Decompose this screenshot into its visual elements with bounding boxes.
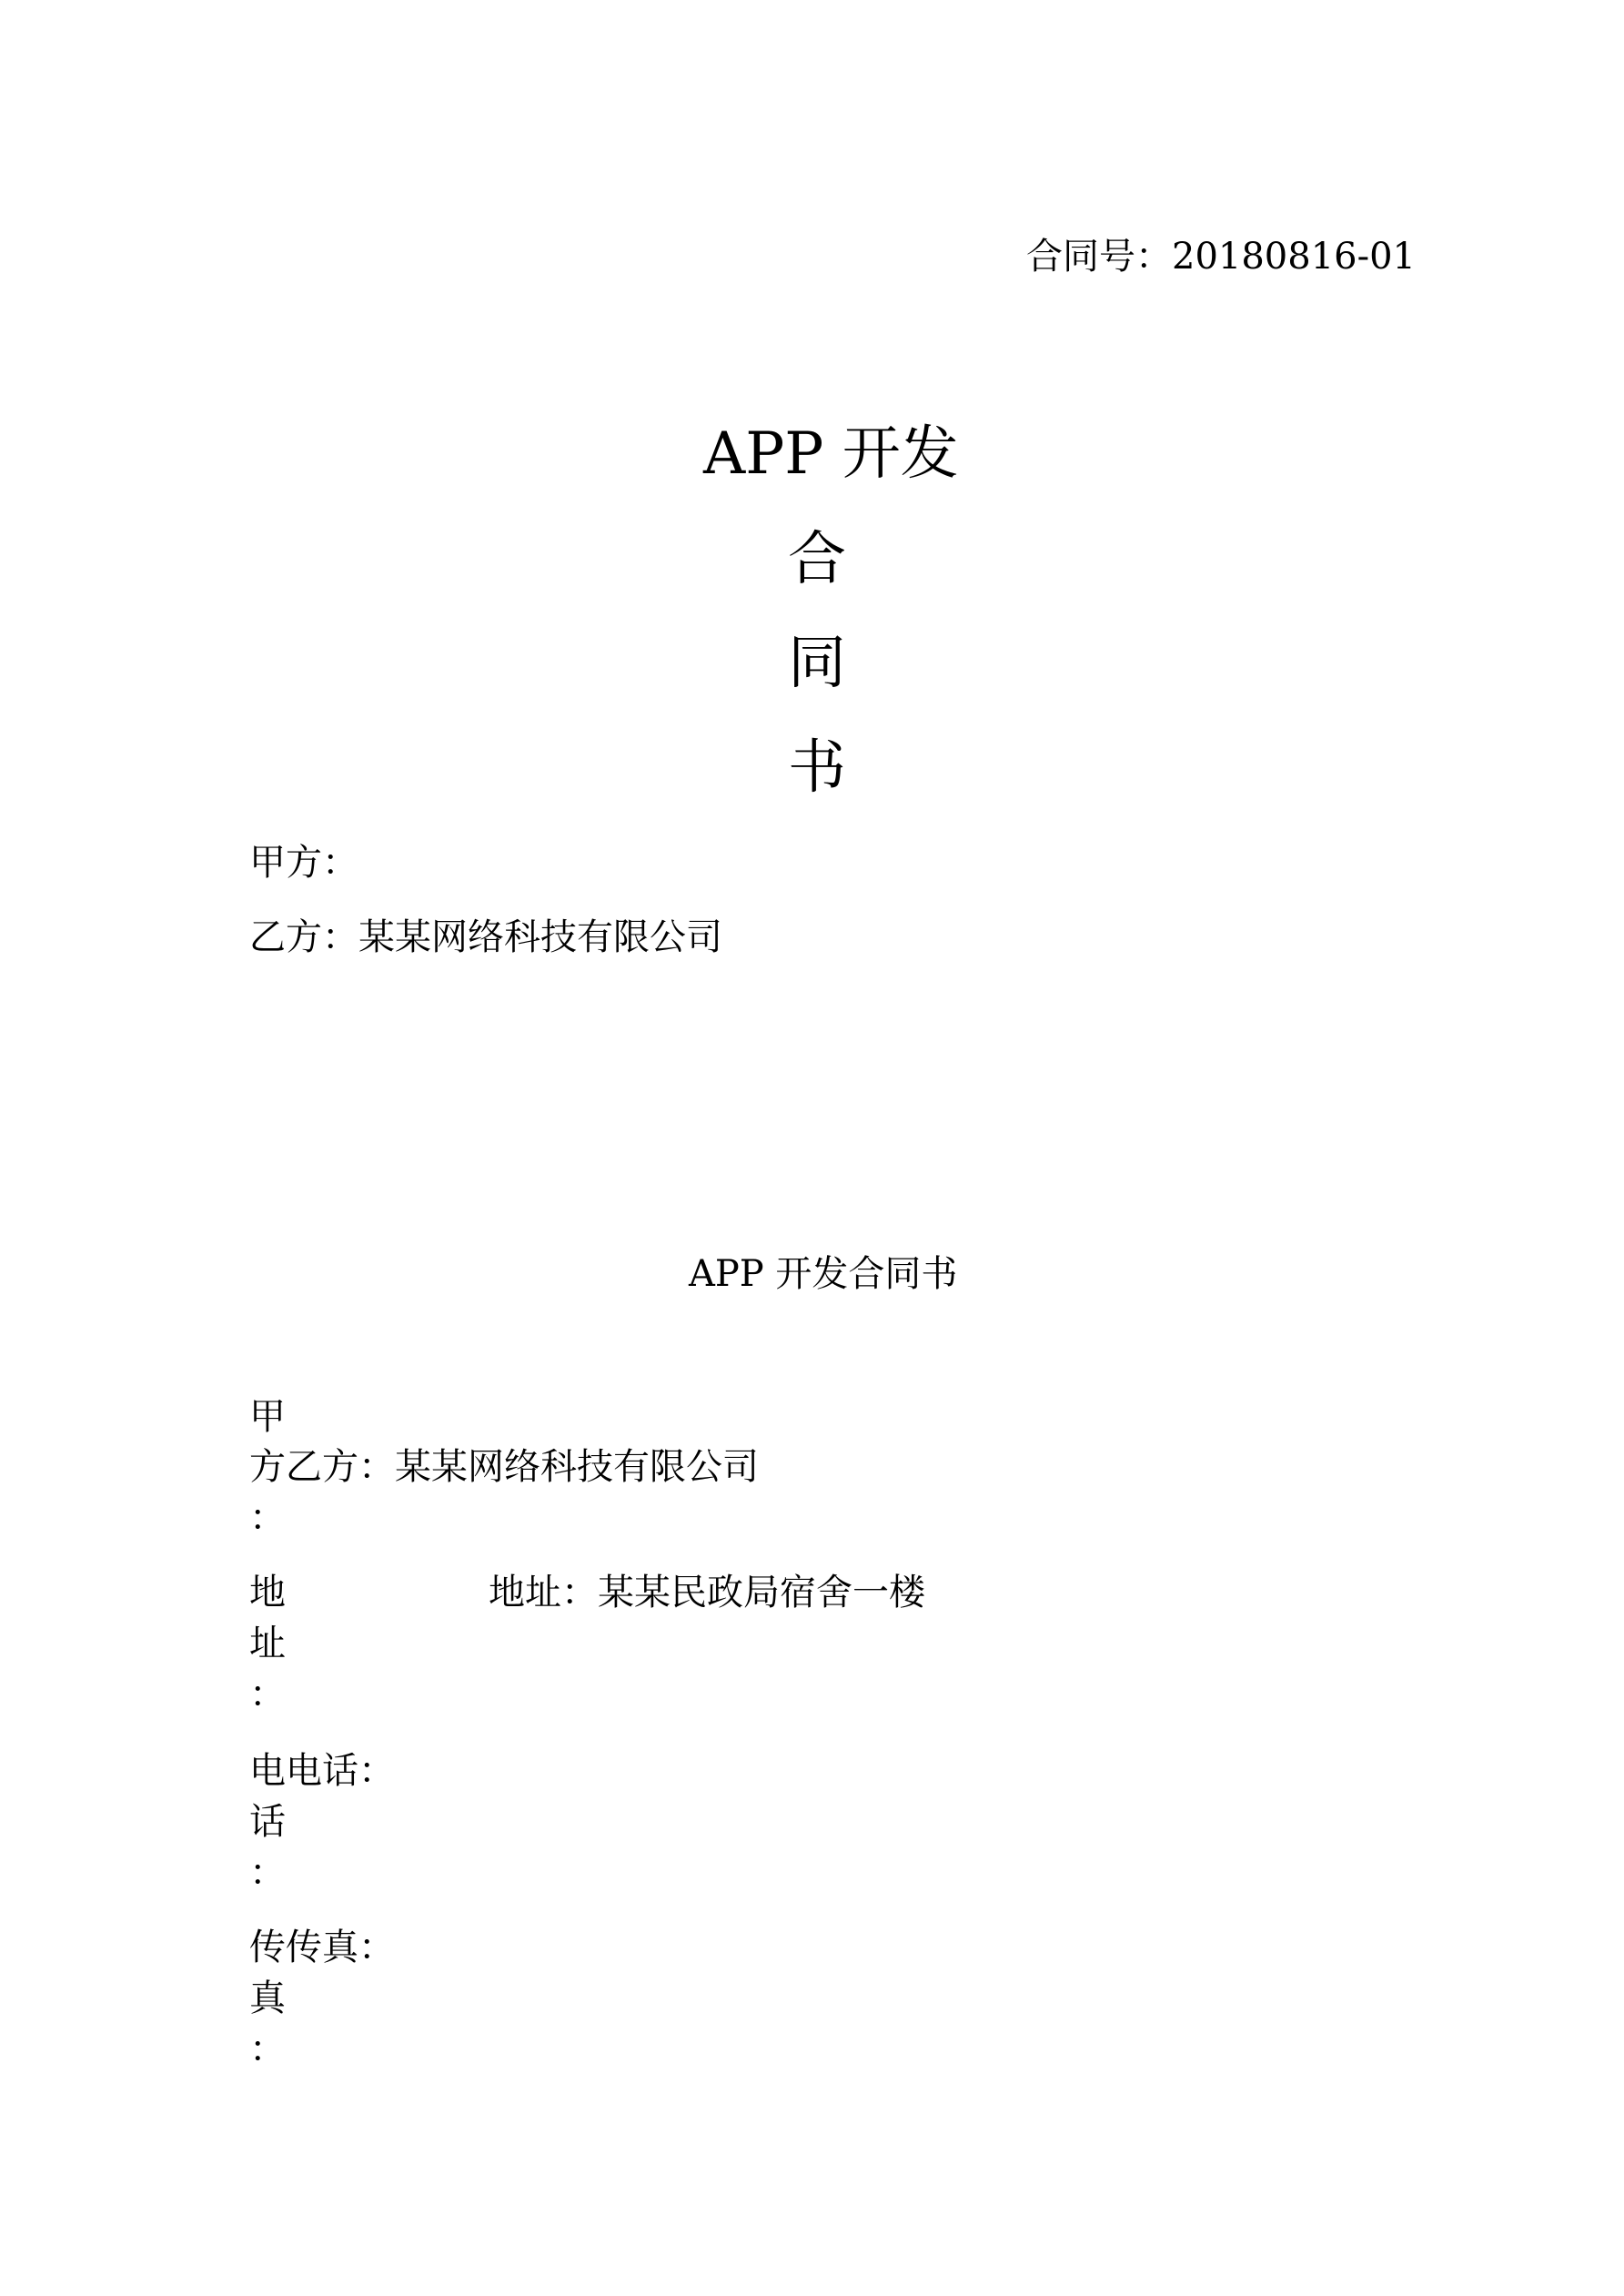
row-address-left-colon: ：	[249, 1674, 286, 1715]
cover-title-line-2: 合	[788, 526, 846, 593]
row-party-left-char-2: 方	[249, 1446, 286, 1488]
cover-title-line-1: APP 开发	[703, 420, 959, 488]
row-fax-left-char-2: 真	[249, 1977, 286, 2019]
row-fax-right: 传真：	[286, 1927, 395, 1968]
row-party-left-colon: ：	[249, 1497, 286, 1539]
row-address-left-char-2: 址	[249, 1623, 286, 1664]
row-address-right: 地址：某某民政局宿舍一楼	[489, 1572, 925, 1613]
row-fax-left-char-1: 传	[249, 1927, 286, 1968]
row-phone-left-colon: ：	[249, 1852, 286, 1894]
row-fax-left-colon: ：	[249, 2028, 286, 2070]
row-phone-left-char-1: 电	[249, 1750, 286, 1792]
row-address-left-char-1: 地	[249, 1572, 286, 1613]
contract-number: 合同号：20180816-01	[1026, 236, 1417, 278]
cover-title-line-4: 书	[788, 734, 846, 802]
row-phone-right: 电话：	[286, 1750, 395, 1792]
row-party-right: 乙方：某某网络科技有限公司	[286, 1446, 759, 1488]
cover-title-line-3: 同	[788, 630, 846, 697]
cover-party-a: 甲方：	[249, 842, 358, 884]
details-title: APP 开发合同书	[689, 1253, 958, 1295]
row-party-left-char-1: 甲	[249, 1396, 286, 1438]
row-phone-left-char-2: 话	[249, 1801, 286, 1843]
cover-party-b: 乙方：某某网络科技有限公司	[249, 916, 722, 958]
